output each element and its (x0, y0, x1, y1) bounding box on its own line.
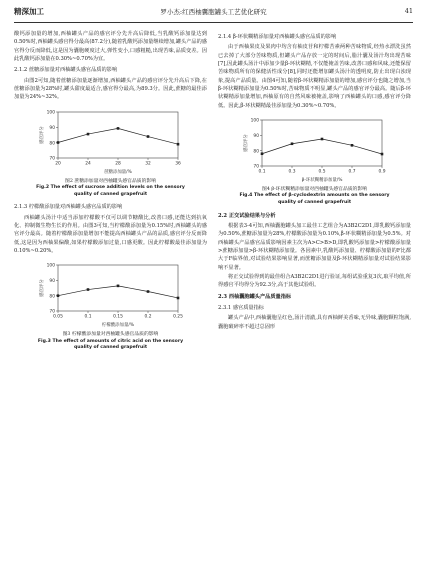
plot-frame (262, 120, 382, 166)
x-tick-label: 0.1 (84, 314, 91, 320)
page-header (14, 6, 413, 20)
y-tick-label: 80 (252, 149, 259, 155)
x-tick-label: 0.1 (258, 169, 265, 175)
data-point (350, 144, 353, 147)
y-tick-label: 80 (48, 294, 55, 300)
figure-4-caption-en-1: Fig.4 The effect of β-cyclodextrin amounts on the sensory (239, 193, 390, 198)
y-tick-label: 90 (252, 133, 259, 139)
data-point (260, 152, 263, 155)
left-column (14, 30, 207, 357)
data-point (56, 295, 59, 298)
figure-2-chart (36, 106, 186, 176)
data-point (56, 141, 59, 144)
figure-3-caption (14, 331, 207, 352)
plot-frame (58, 265, 178, 311)
data-point (86, 289, 89, 292)
y-axis-label: 感官评分 (39, 279, 45, 298)
y-tick-label: 100 (46, 110, 55, 116)
figure-2-caption-cn: 图2 蔗糖添加量对西柚罐头感官品质的影响 (65, 178, 156, 184)
header-rule (14, 22, 413, 23)
series-line (262, 139, 382, 154)
figure-2-caption-en-2: quality of canned grapefruit (73, 191, 148, 197)
y-tick-label: 70 (48, 156, 55, 162)
x-tick-label: 24 (84, 161, 91, 166)
running-title: 罗小杰:红西柚囊胞罐头工艺优化研究 (160, 8, 267, 16)
figure-2-caption (14, 178, 207, 199)
y-tick-label: 90 (48, 125, 55, 131)
paragraph: 将正交试验得到的最佳组合A3B2C2D1进行验证,每组试验重复3次,取平均值,所得感官平均得分为92.3分,高于其他试验组。 (218, 273, 411, 289)
page-number: 41 (404, 7, 413, 15)
data-point (290, 142, 293, 145)
data-point (86, 132, 89, 135)
paragraph: 罐头产品中,西柚囊胞呈红色,汤汁清澈,具有西柚鲜美香味,无异味,囊胞颗粒饱满,囊胞破碎率不超过总固形 (218, 315, 411, 330)
data-point (176, 297, 179, 300)
figure-4-caption (218, 186, 411, 207)
x-axis-label: 蔗糖添加量/% (103, 169, 132, 175)
right-column (218, 30, 411, 332)
paragraph: 根据表3-4可知,西柚囊胞罐头加工最佳工艺组合为A3B2C2D1,即乳酸钙添加量为0.50%,蔗糖添加量为28%,柠檬酸添加量为0.10%,β-环状糊精添加量为0.5%。对西柚罐头产品感官品质影响因素主次为A>C>B>D,即乳酸钙添加量>柠檬酸添加量>蔗糖添加量>β-环状糊精添加量。各因素中,乳酸钙添加量、柠檬酸添加量的F比都大于F临界值,对试验结果影响显著,而蔗糖添加量及β-环状糊精添加量对试验结果影响不显著。 (218, 223, 411, 271)
paragraph: 由图2可知,随着蔗糖添加量逐渐增加,西柚罐头产品的感官评分先升高后下降,在蔗糖添加量为28%时,罐头甜度最适合,感官得分最高,为89.3分。因此,蔗糖的最佳添加量为24%~32%。 (14, 77, 207, 101)
data-point (116, 127, 119, 130)
y-axis-label: 感官评分 (243, 134, 249, 152)
figure-4-caption-en-2: quality of canned grapefruit (277, 199, 352, 205)
x-tick-label: 32 (144, 161, 151, 166)
y-tick-label: 100 (46, 263, 55, 269)
figure-3-chart (36, 259, 186, 329)
figure-4-caption-cn: 图4 β-环状糊精添加量对西柚罐头感官品质的影响 (262, 186, 367, 192)
series-line (58, 128, 178, 144)
paragraph: 酸钙添加量的增加,西柚罐头产品的感官评分先升高后降低,当乳酸钙添加量达到0.50%时,西柚罐头感官得分最高(87.2分),随着乳酸钙添加量继续增加,罐头产品的感官得分反而降低,这是因为囊胞硬度过大,弹性变小,口感粗糙,出现苦味,品质变差。因此乳酸钙添加量在0.30%~0.70%为宜。 (14, 31, 207, 62)
x-tick-label: 36 (174, 161, 181, 166)
x-tick-label: 0.5 (318, 169, 325, 175)
x-tick-label: 0.9 (378, 169, 385, 175)
series-line (58, 286, 178, 298)
plot-frame (58, 112, 178, 158)
data-point (320, 138, 323, 141)
section-heading-2-1-4: 2.1.4 β-环状糊精添加量对西柚罐头感官品质的影响 (218, 34, 337, 40)
data-point (116, 285, 119, 288)
section-heading-2-3: 2.3 西柚囊胞罐头产品质量指标 (218, 293, 292, 300)
paragraph: 西柚罐头汤汁中适当添加柠檬酸不仅可以调节糖酸比,改善口感,还能达到抗氧化、抑制微生物生长的作用。由图3可知,当柠檬酸添加量为0.15%时,西柚罐头的感官评分最高。随着柠檬酸添加量增加不能提高西柚罐头产品的品质,感官评分反而降低,这是因为西柚果偏酸,如果柠檬酸添加过量,口感更酸。因此柠檬酸最佳添加量为0.10%~0.20%。 (14, 214, 207, 255)
x-axis-label: 柠檬酸添加量/% (101, 323, 134, 329)
figure-2-caption-en-1: Fig.2 The effect of sucrose addition levels on the sensory (36, 184, 185, 190)
x-tick-label: 0.2 (144, 314, 151, 320)
data-point (146, 135, 149, 138)
section-heading-2-3-1: 2.3.1 感官质量指标 (218, 304, 264, 311)
x-tick-label: 20 (54, 161, 61, 166)
y-tick-label: 80 (48, 140, 55, 146)
y-tick-label: 100 (250, 118, 259, 124)
y-tick-label: 90 (48, 279, 55, 285)
x-tick-label: 0.05 (52, 314, 63, 320)
x-tick-label: 0.3 (288, 169, 295, 175)
figure-3-caption-en-2: quality of canned grapefruit (73, 345, 148, 351)
data-point (176, 142, 179, 145)
y-tick-label: 70 (252, 164, 259, 170)
figure-4-chart (240, 114, 390, 184)
section-heading-2-1-3: 2.1.3 柠檬酸添加量对西柚罐头感官品质的影响 (14, 204, 123, 211)
y-tick-label: 70 (48, 309, 55, 315)
figure-3-caption-en-1: Fig.3 The effect of amounts of citric acid on the sensory (37, 338, 184, 344)
data-point (146, 291, 149, 294)
x-tick-label: 28 (114, 161, 121, 166)
paragraph: 由于西柚果皮及果肉中均含有柚皮苷和柠檬苦素两种苦味物质,经热水漂洗虽然已去掉了大部分苦味物质,但罐头产品存放一定的时间后,脂汁囊及汤汁均出现苦味[7],因此罐头汤汁中添加少量β-环状糊精,不仅能掩盖苦味,改善口感和风味,还能保留苦味物质所有的保健活性成分[8],同时还能增加罐头汤汁的透明度,防止出现白浊现象,提高产品质量。由图4可知,随着β-环状糊精添加量的增加,感官评分也随之增加,当β-环状糊精添加量为0.50%时,苦味物质不明显,罐头产品的感官评分最高。随后β-环状糊精添加量增加,西柚原有的自然风味被掩盖,影响了西柚罐头的口感,感官评分降低。因此,β-环状糊精最佳添加量为0.30%~0.70%。 (218, 44, 411, 109)
section-heading-2-1-2: 2.1.2 蔗糖添加量对西柚罐头感官品质的影响 (14, 67, 118, 74)
x-tick-label: 0.15 (112, 314, 123, 320)
y-axis-label: 感官评分 (39, 125, 45, 144)
figure-3-caption-cn: 图3 柠檬酸添加量对西柚罐头感官品质的影响 (62, 332, 159, 338)
x-axis-label: β-环状糊精添加量/% (301, 177, 342, 183)
data-point (380, 153, 383, 156)
section-heading-2-2: 2.2 正交试验结果与分析 (218, 212, 276, 219)
journal-name: 精深加工 (14, 7, 44, 16)
x-tick-label: 0.25 (172, 314, 183, 320)
x-tick-label: 0.7 (348, 169, 355, 175)
